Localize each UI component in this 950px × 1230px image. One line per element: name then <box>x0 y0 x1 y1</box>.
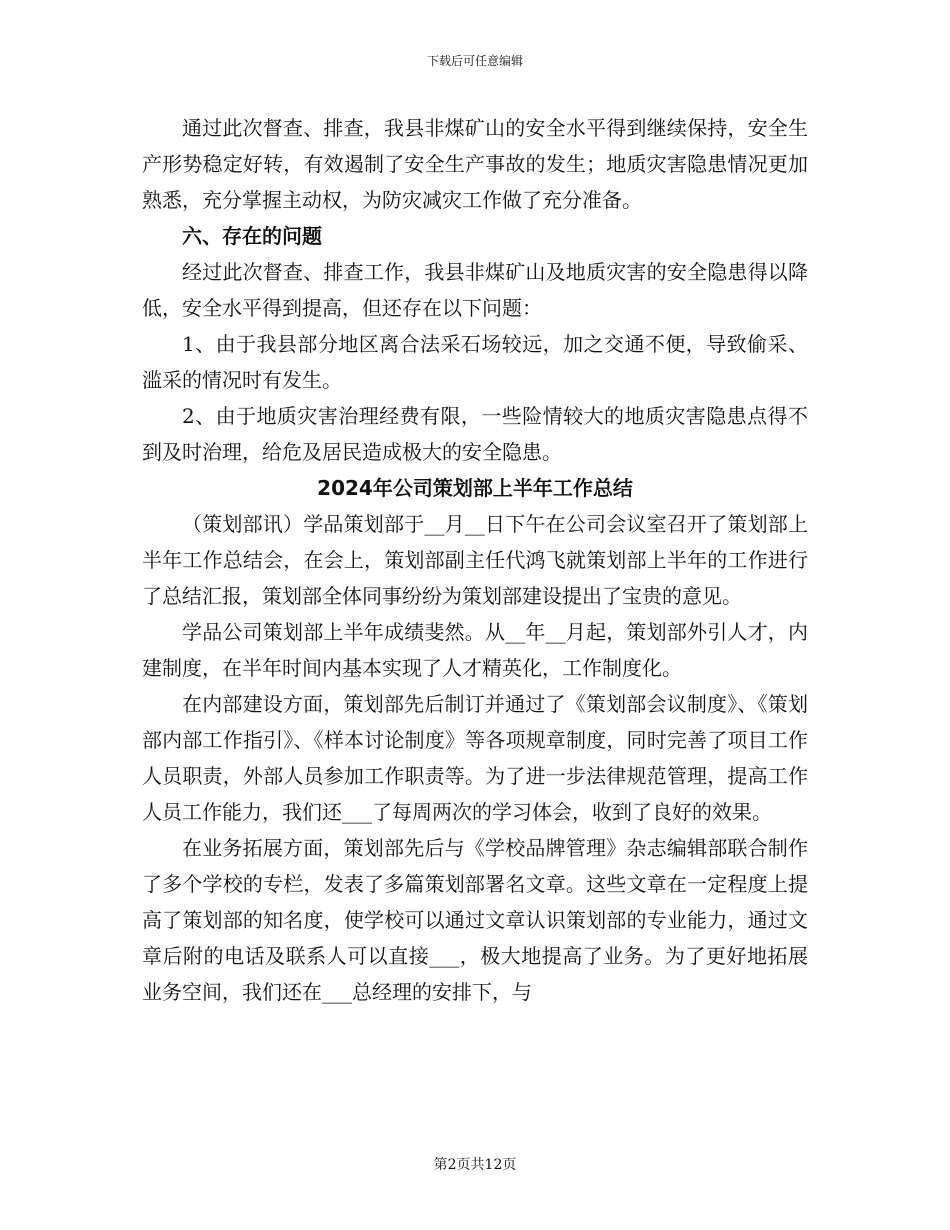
paragraph-3: 1、由于我县部分地区离合法采石场较远，加之交通不便，导致偷采、滥采的情况时有发生。 <box>142 332 808 392</box>
paragraph-2: 经过此次督查、排查工作，我县非煤矿山及地质灾害的安全隐患得以降低，安全水平得到提高，但还存在以下问题： <box>142 260 808 320</box>
paragraph-8: 在业务拓展方面，策划部先后与《学校品牌管理》杂志编辑部联合制作了多个学校的专栏，发表了多篇策划部署名文章。这些文章在一定程度上提高了策划部的知名度，使学校可以通过文章认识策划部的专业能力，通过文章后附的电话及联系人可以直接___，极大地提高了业务。为了更好地拓展业务空间，我们还在___总经理的安排下，与 <box>142 836 808 1004</box>
paragraph-7: 在内部建设方面，策划部先后制订并通过了《策划部会议制度》、《策划部内部工作指引》、《样本讨论制度》等各项规章制度，同时完善了项目工作人员职责，外部人员参加工作职责等。为了进一步法律规范管理，提高工作人员工作能力，我们还___了每周两次的学习体会，收到了良好的效果。 <box>142 692 808 824</box>
page-header: 下载后可任意编辑 <box>426 54 523 68</box>
paragraph-5: （策划部讯）学品策划部于__月__日下午在公司会议室召开了策划部上半年工作总结会，在会上，策划部副主任代鸿飞就策划部上半年的工作进行了总结汇报，策划部全体同事纷纷为策划部建设提出了宝贵的意见。 <box>142 512 808 608</box>
document-body <box>142 110 808 1010</box>
section-heading: 六、存在的问题 <box>182 224 322 248</box>
paragraph-4: 2、由于地质灾害治理经费有限，一些险情较大的地质灾害隐患点得不到及时治理，给危及居民造成极大的安全隐患。 <box>142 404 808 464</box>
paragraph-1: 通过此次督查、排查，我县非煤矿山的安全水平得到继续保持，安全生产形势稳定好转，有效遏制了安全生产事故的发生；地质灾害隐患情况更加熟悉，充分掌握主动权，为防灾减灾工作做了充分准备。 <box>142 116 808 212</box>
document-title: 2024年公司策划部上半年工作总结 <box>317 476 633 500</box>
page-footer: 第2页共12页 <box>433 1157 517 1173</box>
paragraph-6: 学品公司策划部上半年成绩斐然。从__年__月起，策划部外引人才，内建制度，在半年时间内基本实现了人才精英化，工作制度化。 <box>142 620 808 680</box>
